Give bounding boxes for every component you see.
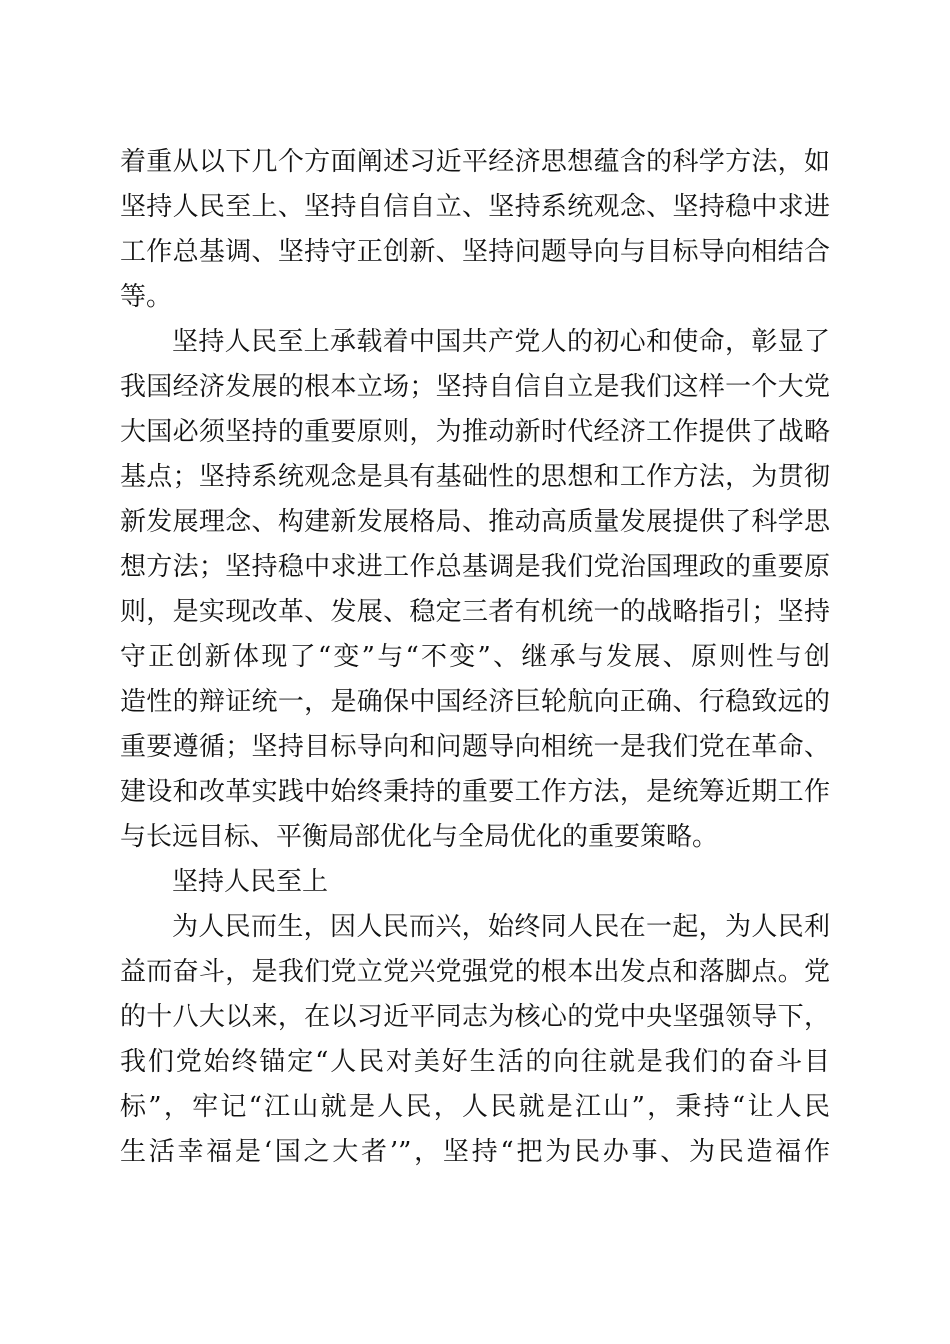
text-line: 为人民而生，因人民而兴，始终同人民在一起，为人民利 bbox=[172, 912, 830, 942]
text-line: 造性的辩证统一，是确保中国经济巨轮航向正确、行稳致远的 bbox=[120, 687, 830, 717]
text-line: 新发展理念、构建新发展格局、推动高质量发展提供了科学思 bbox=[120, 507, 830, 537]
text-line: 守正创新体现了“变”与“不变”、继承与发展、原则性与创 bbox=[120, 642, 830, 672]
text-line: 标”，牢记“江山就是人民，人民就是江山”，秉持“让人民 bbox=[120, 1092, 830, 1122]
section-heading: 坚持人民至上 bbox=[172, 867, 329, 897]
text-line: 我国经济发展的根本立场；坚持自信自立是我们这样一个大党 bbox=[120, 372, 830, 402]
text-line: 益而奋斗，是我们党立党兴党强党的根本出发点和落脚点。党 bbox=[120, 957, 830, 987]
text-line: 的十八大以来，在以习近平同志为核心的党中央坚强领导下， bbox=[120, 1002, 830, 1032]
text-line: 与长远目标、平衡局部优化与全局优化的重要策略。 bbox=[120, 822, 719, 852]
text-line: 坚持人民至上承载着中国共产党人的初心和使命，彰显了 bbox=[172, 327, 830, 357]
text-line: 则，是实现改革、发展、稳定三者有机统一的战略指引；坚持 bbox=[120, 597, 830, 627]
text-line: 工作总基调、坚持守正创新、坚持问题导向与目标导向相结合 bbox=[120, 237, 830, 267]
text-line: 等。 bbox=[120, 282, 173, 312]
text-line: 建设和改革实践中始终秉持的重要工作方法，是统筹近期工作 bbox=[120, 777, 830, 807]
text-line: 基点；坚持系统观念是具有基础性的思想和工作方法，为贯彻 bbox=[120, 462, 830, 492]
text-line: 大国必须坚持的重要原则，为推动新时代经济工作提供了战略 bbox=[120, 417, 830, 447]
text-line: 我们党始终锚定“人民对美好生活的向往就是我们的奋斗目 bbox=[120, 1047, 830, 1077]
text-line: 想方法；坚持稳中求进工作总基调是我们党治国理政的重要原 bbox=[120, 552, 830, 582]
text-line: 重要遵循；坚持目标导向和问题导向相统一是我们党在革命、 bbox=[120, 732, 830, 762]
text-line: 着重从以下几个方面阐述习近平经济思想蕴含的科学方法，如 bbox=[120, 147, 830, 177]
text-line: 坚持人民至上、坚持自信自立、坚持系统观念、坚持稳中求进 bbox=[120, 192, 830, 222]
text-line: 生活幸福是‘国之大者’”，坚持“把为民办事、为民造福作 bbox=[120, 1137, 830, 1167]
